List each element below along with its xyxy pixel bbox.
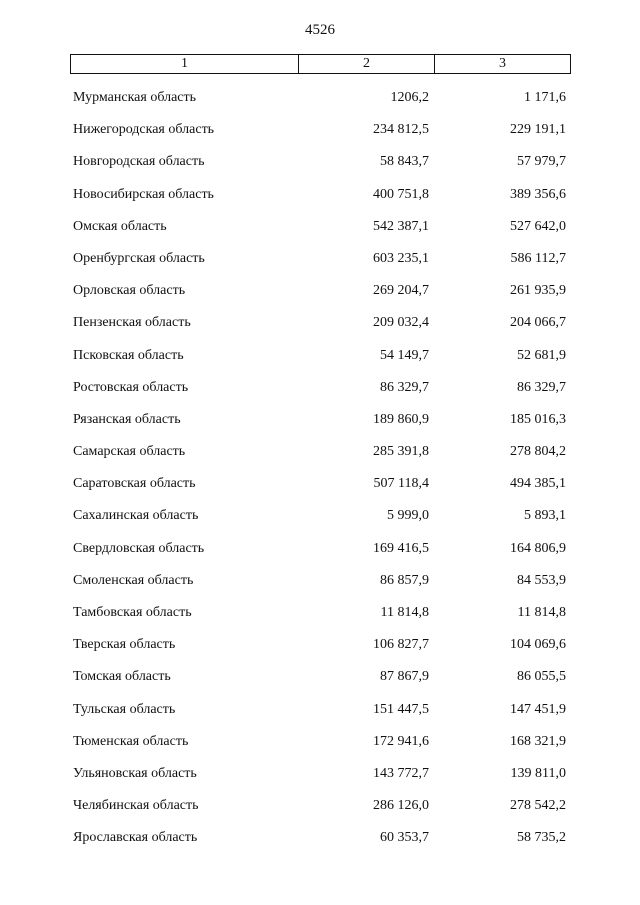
value-col-2: 507 118,4 (373, 476, 429, 492)
region-name: Омская область (73, 218, 167, 234)
region-name: Тверская область (73, 637, 176, 653)
value-col-2: 106 827,7 (373, 637, 429, 653)
value-col-3: 278 542,2 (510, 798, 566, 814)
table-row (0, 185, 640, 217)
region-name: Тульская область (73, 701, 176, 717)
table-row (0, 217, 640, 249)
value-col-3: 86 055,5 (517, 669, 566, 685)
region-name: Самарская область (73, 444, 186, 460)
value-col-2: 234 812,5 (373, 122, 429, 138)
table-row (0, 506, 640, 538)
region-name: Тамбовская область (73, 605, 192, 620)
region-name: Ярославская область (73, 830, 198, 846)
table-row (0, 313, 640, 345)
value-col-2: 169 416,5 (373, 540, 429, 556)
region-name: Ростовская область (73, 379, 189, 395)
value-col-3: 168 321,9 (510, 733, 566, 749)
value-col-3: 389 356,6 (510, 186, 566, 202)
table-row (0, 828, 640, 860)
table-row (0, 700, 640, 732)
region-name: Псковская область (73, 347, 184, 363)
region-name: Свердловская область (73, 540, 205, 556)
value-col-3: 5 893,1 (524, 508, 566, 524)
region-name: Саратовская область (73, 476, 196, 492)
table-row (0, 764, 640, 796)
value-col-3: 164 806,9 (510, 540, 566, 556)
value-col-3: 586 112,7 (510, 250, 566, 266)
value-col-3: 139 811,0 (510, 765, 566, 781)
region-name: Томская область (73, 669, 171, 685)
value-col-2: 1206,2 (390, 90, 429, 105)
table-row (0, 88, 640, 120)
value-col-2: 400 751,8 (373, 186, 429, 202)
value-col-3: 204 066,7 (510, 315, 566, 331)
value-col-2: 286 126,0 (373, 798, 429, 814)
table-row (0, 281, 640, 313)
value-col-2: 172 941,6 (373, 733, 429, 749)
page-number: 4526 (305, 22, 335, 38)
table-row (0, 539, 640, 571)
value-col-2: 209 032,4 (373, 315, 429, 331)
value-col-3: 527 642,0 (510, 218, 566, 234)
value-col-3: 52 681,9 (517, 347, 566, 363)
region-name: Оренбургская область (73, 250, 205, 266)
table-body (0, 88, 640, 861)
value-col-2: 151 447,5 (373, 701, 429, 717)
region-name: Рязанская область (73, 411, 181, 427)
value-col-2: 603 235,1 (373, 250, 429, 266)
value-col-2: 86 857,9 (380, 572, 429, 588)
value-col-3: 278 804,2 (510, 444, 566, 460)
table-row (0, 474, 640, 506)
value-col-3: 494 385,1 (510, 476, 566, 492)
table-row (0, 378, 640, 410)
table-row (0, 442, 640, 474)
region-name: Челябинская область (73, 798, 199, 814)
header-col-1: 1 (71, 55, 299, 73)
region-name: Смоленская область (73, 572, 194, 588)
value-col-2: 11 814,8 (380, 605, 429, 620)
table-row (0, 120, 640, 152)
table-row (0, 635, 640, 667)
value-col-3: 229 191,1 (510, 122, 566, 138)
header-col-2: 2 (299, 55, 435, 73)
value-col-2: 5 999,0 (387, 508, 429, 524)
value-col-3: 147 451,9 (510, 701, 566, 717)
region-name: Ульяновская область (73, 765, 197, 781)
table-header (70, 54, 571, 74)
table-row (0, 603, 640, 635)
value-col-2: 86 329,7 (380, 379, 429, 395)
value-col-3: 58 735,2 (517, 830, 566, 846)
value-col-2: 143 772,7 (373, 765, 429, 781)
value-col-3: 84 553,9 (517, 572, 566, 588)
value-col-3: 57 979,7 (517, 154, 566, 170)
value-col-3: 86 329,7 (517, 379, 566, 395)
table-row (0, 152, 640, 184)
table-row (0, 249, 640, 281)
value-col-3: 261 935,9 (510, 283, 566, 299)
region-name: Пензенская область (73, 315, 191, 331)
table-row (0, 410, 640, 442)
table-row (0, 732, 640, 764)
header-col-3: 3 (499, 56, 506, 71)
region-name: Новосибирская область (73, 186, 214, 202)
table-row (0, 346, 640, 378)
value-col-2: 87 867,9 (380, 669, 429, 685)
value-col-2: 189 860,9 (373, 411, 429, 427)
region-name: Орловская область (73, 283, 186, 299)
region-name: Сахалинская область (73, 508, 199, 524)
value-col-2: 542 387,1 (373, 218, 429, 234)
region-name: Мурманская область (73, 90, 197, 105)
value-col-3: 104 069,6 (510, 637, 566, 653)
value-col-2: 58 843,7 (380, 154, 429, 170)
value-col-2: 285 391,8 (373, 444, 429, 460)
table-row (0, 571, 640, 603)
value-col-2: 269 204,7 (373, 283, 429, 299)
table-row (0, 667, 640, 699)
region-name: Тюменская область (73, 733, 189, 749)
value-col-3: 185 016,3 (510, 411, 566, 427)
region-name: Новгородская область (73, 154, 205, 170)
table-row (0, 796, 640, 828)
value-col-2: 54 149,7 (380, 347, 429, 363)
value-col-3: 1 171,6 (524, 90, 566, 105)
value-col-2: 60 353,7 (380, 830, 429, 846)
region-name: Нижегородская область (73, 122, 215, 138)
value-col-3: 11 814,8 (517, 605, 566, 620)
